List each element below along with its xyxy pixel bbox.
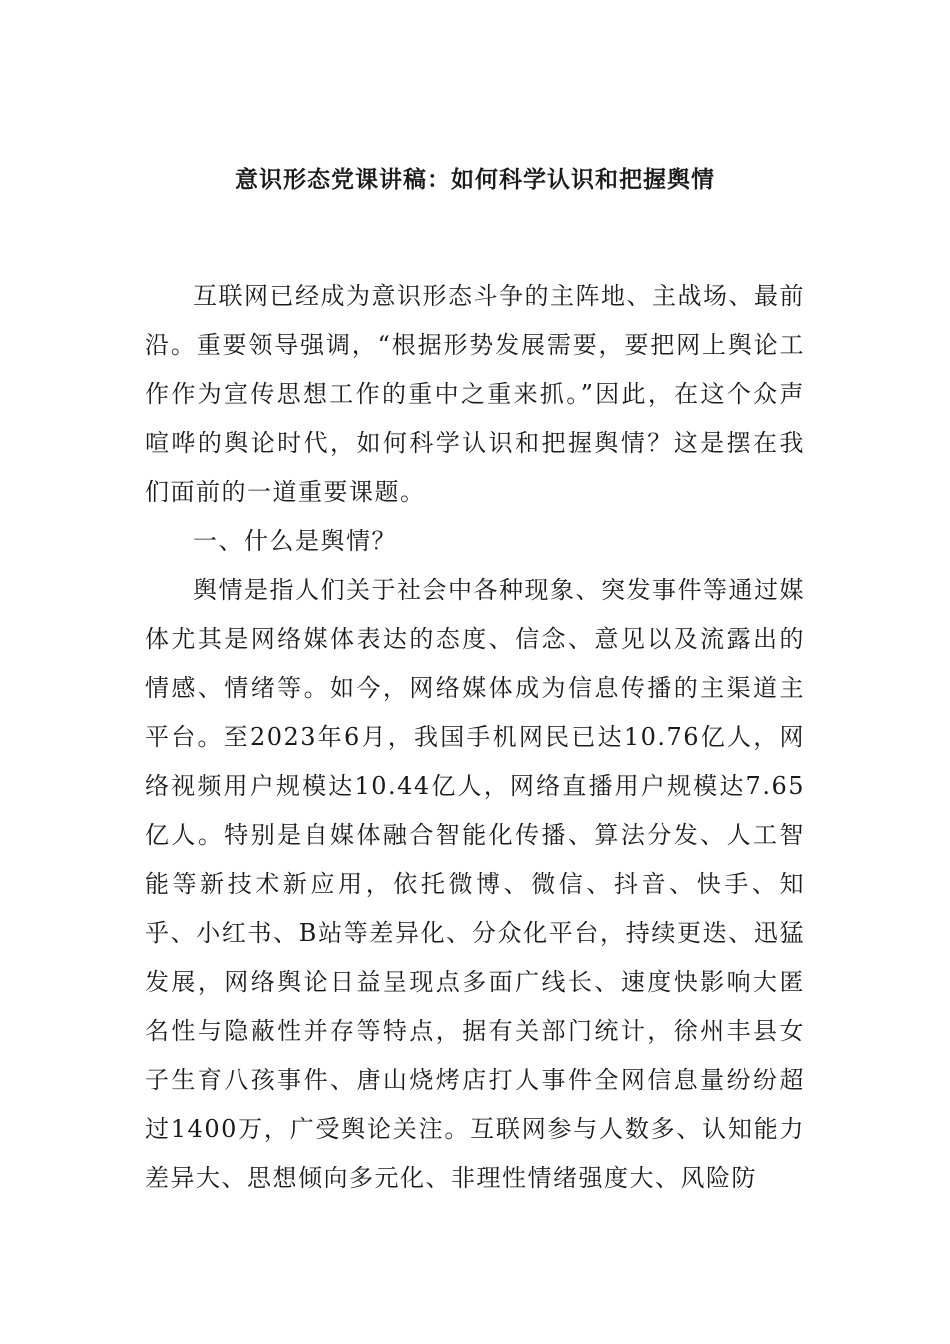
document-title: 意识形态党课讲稿：如何科学认识和把握舆情: [235, 166, 715, 193]
paragraph-intro: 互联网已经成为意识形态斗争的主阵地、主战场、最前沿。重要领导强调，“根据形势发展需要，要把网上舆论工作作为宣传思想工作的重中之重来抓。”因此，在这个众声喧哗的舆论时代，如何科学认识和把握舆情？这是摆在我们面前的一道重要课题。: [145, 282, 805, 506]
document-body: [145, 272, 805, 1203]
paragraph-definition: 舆情是指人们关于社会中各种现象、突发事件等通过媒体尤其是网络媒体表达的态度、信念、意见以及流露出的情感、情绪等。如今，网络媒体成为信息传播的主渠道主平台。至2023年6月，我国手机网民已达10.76亿人，网络视频用户规模达10.44亿人，网络直播用户规模达7.65亿人。特别是自媒体融合智能化传播、算法分发、人工智能等新技术新应用，依托微博、微信、抖音、快手、知乎、小红书、B站等差异化、分众化平台，持续更迭、迅猛发展，网络舆论日益呈现点多面广线长、速度快影响大匿名性与隐蔽性并存等特点，据有关部门统计，徐州丰县女子生育八孩事件、唐山烧烤店打人事件全网信息量纷纷超过1400万，广受舆论关注。互联网参与人数多、认知能力差异大、思想倾向多元化、非理性情绪强度大、风险防: [145, 576, 805, 1192]
section-heading-what-is-public-opinion: 一、什么是舆情？: [193, 527, 397, 555]
